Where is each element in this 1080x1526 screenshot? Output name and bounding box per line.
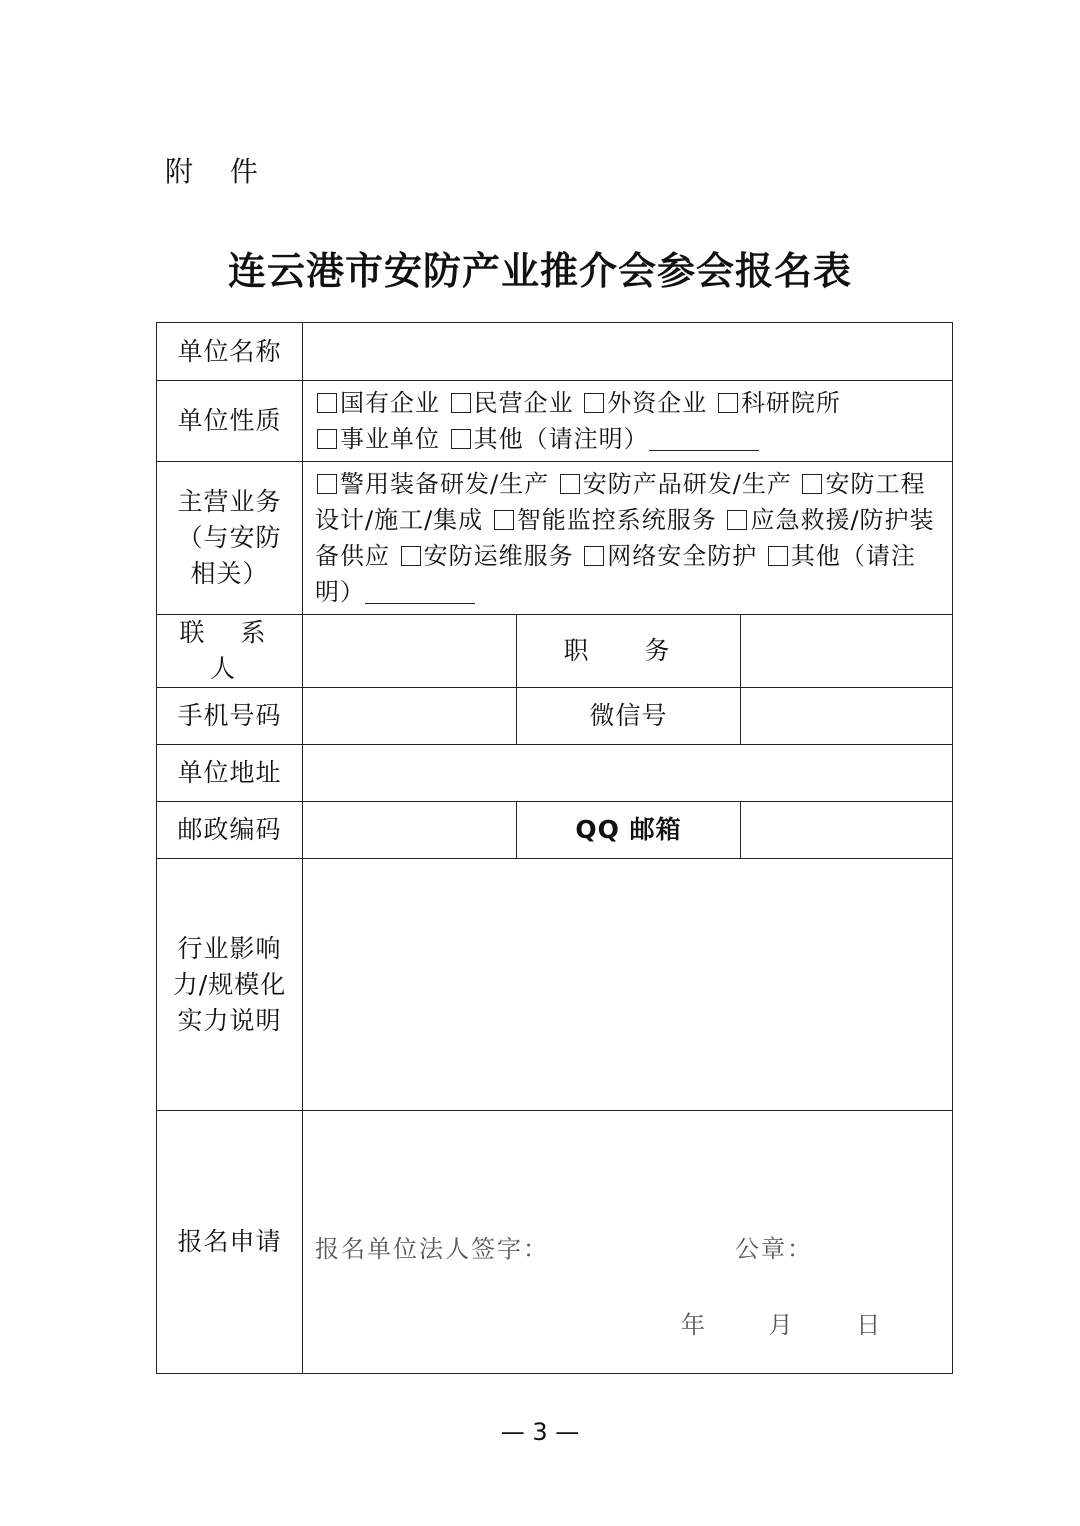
- option-security-ops[interactable]: 安防运维服务: [399, 542, 574, 570]
- influence-label: 行业影响 力/规模化 实力说明: [157, 859, 303, 1111]
- influence-field[interactable]: [303, 859, 953, 1111]
- checkbox-icon[interactable]: [584, 546, 604, 566]
- option-cyber-security[interactable]: 网络安全防护: [582, 542, 757, 570]
- application-sign-area: [303, 1111, 953, 1374]
- position-label: 职 务: [517, 615, 741, 688]
- application-label: 报名申请: [157, 1111, 303, 1374]
- unit-name-label: 单位名称: [157, 323, 303, 381]
- month-label: 月: [768, 1311, 793, 1339]
- checkbox-icon[interactable]: [768, 546, 788, 566]
- main-business-label: 主营业务 （与安防 相关）: [157, 462, 303, 615]
- checkbox-icon[interactable]: [317, 429, 337, 449]
- mobile-label: 手机号码: [157, 688, 303, 745]
- year-label: 年: [681, 1311, 705, 1339]
- signature-prompt: 报名单位法人签字：: [315, 1235, 549, 1263]
- checkbox-icon[interactable]: [727, 510, 747, 530]
- checkbox-icon[interactable]: [451, 429, 471, 449]
- checkbox-icon[interactable]: [401, 546, 421, 566]
- option-research-institute[interactable]: 科研院所: [716, 389, 841, 417]
- checkbox-icon[interactable]: [802, 474, 822, 494]
- position-field[interactable]: [741, 615, 953, 688]
- checkbox-icon[interactable]: [317, 393, 337, 413]
- row-unit-nature: [157, 381, 953, 462]
- row-contact: [157, 615, 953, 688]
- option-foreign[interactable]: 外资企业: [582, 389, 707, 417]
- date-line: [681, 1305, 936, 1340]
- row-mobile: [157, 688, 953, 745]
- checkbox-icon[interactable]: [494, 510, 514, 530]
- wechat-label: 微信号: [517, 688, 741, 745]
- qq-email-label: QQ 邮箱: [517, 802, 741, 859]
- address-field[interactable]: [303, 745, 953, 802]
- option-security-engineering[interactable]: 安防工程设计/施工/集成: [315, 470, 926, 534]
- contact-field[interactable]: [303, 615, 517, 688]
- row-unit-name: [157, 323, 953, 381]
- other-nature-blank[interactable]: [649, 424, 759, 451]
- checkbox-icon[interactable]: [718, 393, 738, 413]
- option-public-institution[interactable]: 事业单位: [315, 425, 440, 453]
- address-label: 单位地址: [157, 745, 303, 802]
- checkbox-icon[interactable]: [584, 393, 604, 413]
- wechat-field[interactable]: [741, 688, 953, 745]
- registration-form-table: [156, 322, 953, 1374]
- row-postcode: [157, 802, 953, 859]
- option-smart-monitoring[interactable]: 智能监控系统服务: [492, 506, 717, 534]
- qq-email-field[interactable]: [741, 802, 953, 859]
- option-other-nature[interactable]: 其他（请注明）: [449, 425, 759, 453]
- checkbox-icon[interactable]: [317, 474, 337, 494]
- row-influence: [157, 859, 953, 1111]
- option-emergency-rescue[interactable]: 应急救援/防护装备供应: [315, 506, 935, 570]
- option-private[interactable]: 民营企业: [449, 389, 574, 417]
- postcode-field[interactable]: [303, 802, 517, 859]
- option-security-products[interactable]: 安防产品研发/生产: [558, 470, 792, 498]
- attachment-label: 附 件: [165, 155, 272, 188]
- form-title: 连云港市安防产业推介会参会报名表: [227, 248, 852, 293]
- postcode-label: 邮政编码: [157, 802, 303, 859]
- checkbox-icon[interactable]: [560, 474, 580, 494]
- seal-prompt: 公章：: [735, 1235, 813, 1263]
- row-application: [157, 1111, 953, 1374]
- other-business-blank[interactable]: [365, 577, 475, 604]
- row-address: [157, 745, 953, 802]
- mobile-field[interactable]: [303, 688, 517, 745]
- row-main-business: [157, 462, 953, 615]
- main-business-options: [303, 462, 953, 615]
- option-police-equipment[interactable]: 警用装备研发/生产: [315, 470, 549, 498]
- contact-label: 联 系 人: [157, 615, 303, 688]
- day-label: 日: [856, 1311, 881, 1339]
- unit-nature-label: 单位性质: [157, 381, 303, 462]
- option-other-business[interactable]: 其他（请注明）: [315, 542, 916, 606]
- checkbox-icon[interactable]: [451, 393, 471, 413]
- page-number: — 3 —: [500, 1418, 580, 1446]
- unit-nature-options: [303, 381, 953, 462]
- unit-name-field[interactable]: [303, 323, 953, 381]
- option-state-owned[interactable]: 国有企业: [315, 389, 440, 417]
